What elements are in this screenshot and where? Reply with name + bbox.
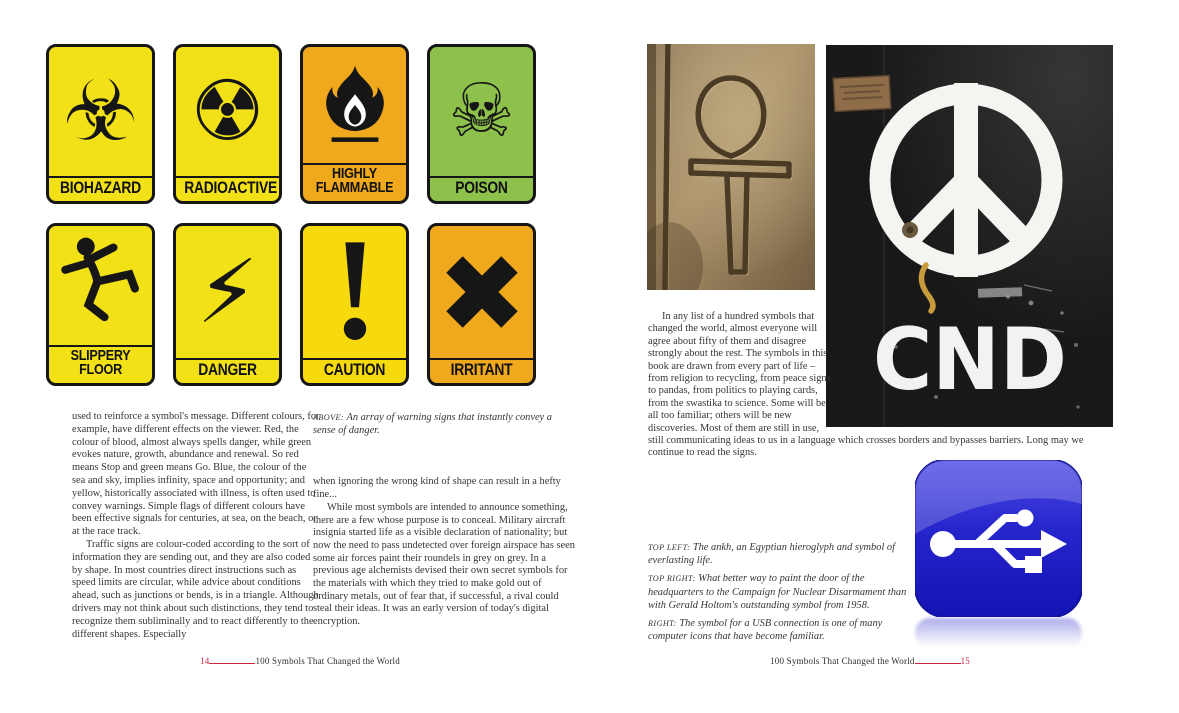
body-paragraph: In any list of a hundred symbols that changed the world, almost everyone will agree about fifty of them and disagree strongly about the rest. The symbols in this book are drawn from every part of life – from religion to recycling, from peace signs to pandas, from politics to playing cards, from the swastika to science. Some will be all too familiar; others will be new discoveries. Most of them are still in use, still communicating ideas to us in a language which crosses borders and bypasses barriers. Long may we continue to read the signs.	[648, 311, 1084, 459]
sign-label: BIOHAZARD	[60, 178, 141, 197]
body-paragraph: While most symbols are intended to announce something, there are a few whose purpose is to conceal. Military aircraft insignia started life as a visible declaration of nationality; but now the need to pass undetected over foreign airspace has seen some air forces paint their roundels in grey on grey. In a previous age alchemists devised their own secret symbols for the materials with which they tried to make gold out of ordinary metals, out of fear that, if successful, a rival could steal their ideas. It was an early version of today's digital encryption.	[313, 501, 575, 628]
slipping-person-icon	[55, 235, 147, 335]
sign-poison	[427, 44, 536, 204]
left-text-column	[72, 411, 322, 641]
caption-top-right	[648, 572, 916, 612]
sign-label: CAUTION	[323, 360, 386, 379]
page-number: 14	[200, 656, 210, 666]
warning-signs-grid	[46, 44, 536, 386]
caption-prefix: TOP RIGHT:	[648, 574, 696, 584]
caption-text: What better way to paint the door of the headquarters to the Campaign for Nuclear Disarmament than with Gerald Holtom's outstanding symbol from 1958.	[648, 573, 907, 611]
sign-label: DANGER	[198, 360, 257, 379]
captions-block	[648, 541, 916, 648]
sign-label: RADIOACTIVE	[184, 178, 277, 197]
page-number: 15	[960, 656, 970, 666]
exclamation-icon	[335, 240, 375, 344]
door-plaque	[833, 76, 891, 112]
footer-title: 100 Symbols That Changed the World	[255, 656, 400, 666]
cnd-lettering: CND	[873, 310, 1067, 410]
caption-top-left	[648, 541, 916, 567]
sign-label: SLIPPERY	[70, 346, 131, 364]
usb-icon-photo	[915, 460, 1082, 617]
sign-label: POISON	[455, 178, 508, 197]
sign-label: HIGHLY	[332, 164, 377, 182]
caption-right	[648, 617, 916, 643]
caption-prefix: RIGHT:	[648, 619, 677, 629]
footer-title: 100 Symbols That Changed the World	[770, 656, 915, 666]
page-footer-right	[700, 656, 970, 666]
intro-text	[648, 311, 1116, 460]
ankh-photo	[647, 44, 815, 290]
body-paragraph: used to reinforce a symbol's message. Different colours, for example, have different effects on the viewer. Red, the colour of blood, almost always spells danger, while green evokes nature, growth, abundance and renewal. So red means Stop and green means Go. Blue, the colour of the sea and sky, implies infinity, space and opportunity; and yellow, historically associated with illness, is often used to convey warnings. Simple flags of different colours have been effective signals for centuries, at sea, on the beach, or at the race track.	[72, 411, 320, 538]
middle-text-column	[313, 411, 576, 629]
flame-icon	[319, 61, 391, 149]
caption-prefix: ABOVE:	[313, 413, 345, 422]
sign-caution	[300, 223, 409, 386]
footer-rule	[915, 656, 961, 664]
sign-radioactive	[173, 44, 282, 204]
body-paragraph: Traffic signs are colour-coded according to the sort of information they are sending out, and they are also coded by shape. In most countries direct instructions such as speed limits are circular, while advice about conditions ahead, such as junctions or bends, is in a triangle. Although drivers may not think about such distinctions, they tend to recognize them subliminally and to react differently to the different shapes. Especially	[72, 538, 319, 640]
caption-text: The symbol for a USB connection is one of many computer icons that have become familiar.	[648, 618, 883, 643]
sign-slippery-floor: SLIPPERY FLOOR	[46, 223, 155, 386]
footer-rule	[209, 656, 255, 664]
sign-biohazard	[46, 44, 155, 204]
sign-label: IRRITANT	[450, 360, 513, 379]
radiation-icon: ☢	[189, 62, 266, 161]
lightning-bolt-icon: ⚡	[196, 239, 259, 343]
caption-text: The ankh, an Egyptian hieroglyph and symbol of everlasting life.	[648, 542, 896, 567]
usb-icon-reflection	[915, 618, 1082, 652]
skull-crossbones-icon: ☠	[448, 68, 515, 155]
sign-danger	[173, 223, 282, 386]
caption-prefix: TOP LEFT:	[648, 543, 691, 552]
sign-irritant	[427, 223, 536, 386]
page-footer-left	[160, 656, 440, 666]
signs-caption	[313, 411, 576, 437]
sign-highly-flammable: HIGHLY FLAMMABLE	[300, 44, 409, 204]
body-paragraph: when ignoring the wrong kind of shape can result in a hefty fine...	[313, 476, 561, 501]
biohazard-icon: ☣	[62, 62, 139, 161]
cross-x-icon	[439, 249, 525, 335]
caption-text: An array of warning signs that instantly convey a sense of danger.	[313, 412, 552, 437]
